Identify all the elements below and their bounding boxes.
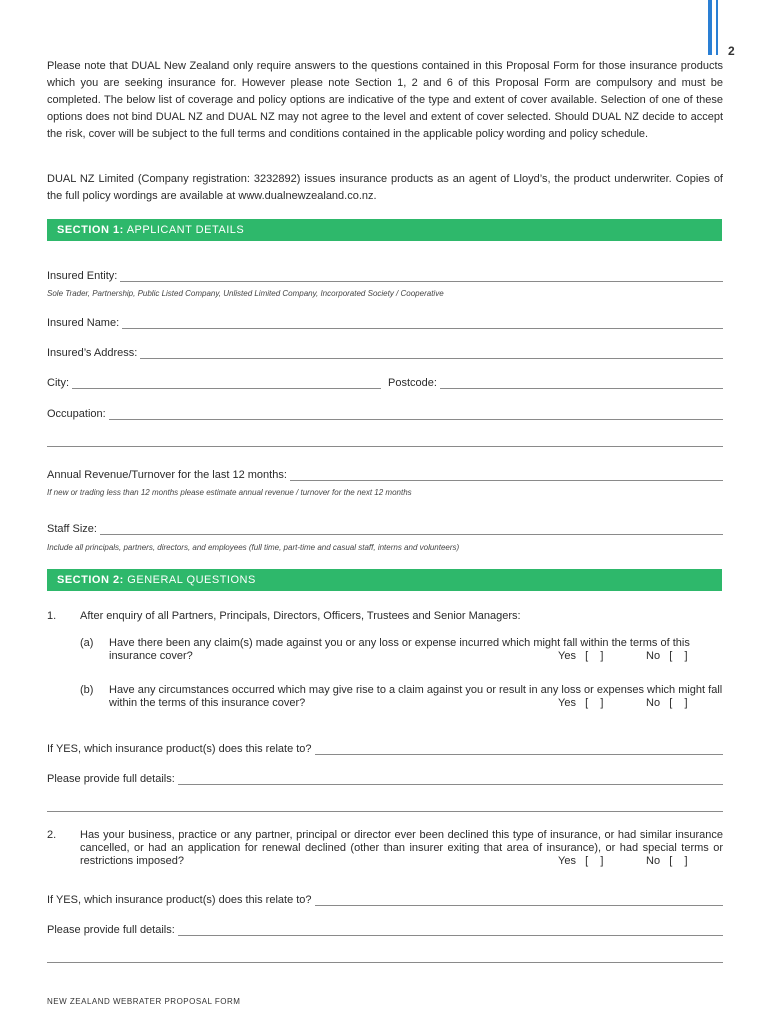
- q1-details-field[interactable]: [47, 771, 723, 785]
- insured-name-input-line[interactable]: [122, 319, 723, 329]
- insured-entity-label: Insured Entity:: [47, 270, 118, 282]
- question-1a-text: Have there been any claim(s) made against you or any loss or expense incurred which might fall within the terms of this insurance cover?: [109, 637, 690, 662]
- occupation-label: Occupation:: [47, 408, 106, 420]
- staff-size-field[interactable]: [47, 521, 723, 535]
- q2-details-input-line[interactable]: [178, 926, 723, 936]
- city-field[interactable]: [47, 375, 381, 389]
- staff-size-label: Staff Size:: [47, 523, 97, 535]
- insured-entity-hint: Sole Trader, Partnership, Public Listed Company, Unlisted Limited Company, Incorporated Society / Cooperative: [47, 289, 444, 298]
- footer-form-title: NEW ZEALAND WEBRATER PROPOSAL FORM: [47, 997, 241, 1006]
- question-1b-yes-label: Yes: [558, 697, 576, 709]
- question-1a-no-label: No: [646, 650, 661, 662]
- question-2-no-label: No: [646, 855, 661, 867]
- question-1b-letter: (b): [80, 684, 94, 696]
- insured-address-input-line[interactable]: [140, 349, 723, 359]
- question-2-yes-label: Yes: [558, 855, 576, 867]
- staff-size-input-line[interactable]: [100, 525, 723, 535]
- section-1-header: [47, 219, 722, 241]
- section-2-header: [47, 569, 722, 591]
- q1-details-input-line[interactable]: [178, 775, 723, 785]
- insured-name-field[interactable]: [47, 315, 723, 329]
- insured-name-label: Insured Name:: [47, 317, 120, 329]
- revenue-label: Annual Revenue/Turnover for the last 12 months:: [47, 469, 287, 481]
- city-input-line[interactable]: [72, 379, 381, 389]
- question-2-yes-option[interactable]: [558, 855, 603, 867]
- insured-address-field[interactable]: [47, 345, 723, 359]
- occupation-extra-line[interactable]: [47, 446, 723, 447]
- q1-if-yes-label: If YES, which insurance product(s) does this relate to?: [47, 743, 312, 755]
- postcode-label: Postcode:: [388, 377, 437, 389]
- q1-details-label: Please provide full details:: [47, 773, 175, 785]
- occupation-field[interactable]: [47, 406, 723, 420]
- insured-entity-input-line[interactable]: [120, 272, 723, 282]
- insured-address-label: Insured’s Address:: [47, 347, 138, 359]
- question-1a-yes-option[interactable]: [558, 650, 603, 662]
- question-2-number: 2.: [47, 829, 57, 841]
- question-1b-no-option[interactable]: [646, 697, 688, 709]
- q2-if-yes-input-line[interactable]: [315, 896, 723, 906]
- q1-details-extra-line[interactable]: [47, 811, 723, 812]
- question-1a-yes-label: Yes: [558, 650, 576, 662]
- q2-if-yes-field[interactable]: [47, 892, 723, 906]
- q2-details-label: Please provide full details:: [47, 924, 175, 936]
- intro-paragraph-2: DUAL NZ Limited (Company registration: 3232892) issues insurance products as an agent of Lloyd’s, the product underwriter. Copies of the full policy wordings are available at www.dualnewzealand.co.nz.: [47, 173, 723, 202]
- q2-details-extra-line[interactable]: [47, 962, 723, 963]
- question-1a-no-checkbox[interactable]: [ ]: [669, 650, 688, 662]
- city-label: City:: [47, 377, 69, 389]
- revenue-hint: If new or trading less than 12 months please estimate annual revenue / turnover for the next 12 months: [47, 488, 412, 497]
- page-number: 2: [728, 44, 735, 58]
- question-2-text: Has your business, practice or any partner, principal or director ever been declined this type of insurance, or had similar insurance cancelled, or had an application for renewal declined (other than insurer exiting that area of insurance), or had special terms or restrictions imposed?: [80, 829, 723, 867]
- q1-if-yes-field[interactable]: [47, 741, 723, 755]
- intro-paragraph-1: Please note that DUAL New Zealand only require answers to the questions contained in this Proposal Form for those insurance products which you are seeking insurance for. However please note Section 1, 2 and 6 of this Proposal Form are compulsory and must be completed. The below list of coverage and policy options are indicative of the type and extent of cover available. Selection of one of these options does not bind DUAL NZ and DUAL NZ may not agree to the level and extent of cover selected. Should DUAL NZ decide to accept the risk, cover will be subject to the full terms and conditions contained in the applicable policy wording and policy schedule.: [47, 60, 723, 140]
- question-2-yes-checkbox[interactable]: [ ]: [585, 855, 604, 867]
- question-1b-yes-checkbox[interactable]: [ ]: [585, 697, 604, 709]
- question-1b-no-label: No: [646, 697, 661, 709]
- question-2-no-option[interactable]: [646, 855, 688, 867]
- question-1b-text: Have any circumstances occurred which may give rise to a claim against you or result in any loss or expenses which might fall within the terms of this insurance cover?: [109, 684, 723, 709]
- section-2-title: GENERAL QUESTIONS: [127, 574, 256, 586]
- question-1a-letter: (a): [80, 637, 94, 649]
- occupation-input-line[interactable]: [109, 410, 723, 420]
- section-2-prefix: SECTION 2:: [57, 574, 124, 586]
- q2-if-yes-label: If YES, which insurance product(s) does this relate to?: [47, 894, 312, 906]
- staff-size-hint: Include all principals, partners, directors, and employees (full time, part-time and casual staff, interns and volunteers): [47, 543, 460, 552]
- revenue-input-line[interactable]: [290, 471, 723, 481]
- question-1-number: 1.: [47, 610, 57, 622]
- header-accent-bar-thin: [716, 0, 718, 55]
- question-1a-no-option[interactable]: [646, 650, 688, 662]
- question-1a-yes-checkbox[interactable]: [ ]: [585, 650, 604, 662]
- q2-details-field[interactable]: [47, 922, 723, 936]
- question-1b-yes-option[interactable]: [558, 697, 603, 709]
- section-1-title: APPLICANT DETAILS: [126, 224, 245, 236]
- question-2-no-checkbox[interactable]: [ ]: [669, 855, 688, 867]
- header-accent-bar-thick: [708, 0, 712, 55]
- question-1b-no-checkbox[interactable]: [ ]: [669, 697, 688, 709]
- insured-entity-field[interactable]: [47, 268, 723, 282]
- question-1-text: After enquiry of all Partners, Principals, Directors, Officers, Trustees and Senior Managers:: [80, 610, 521, 622]
- section-1-prefix: SECTION 1:: [57, 224, 124, 236]
- q1-if-yes-input-line[interactable]: [315, 745, 723, 755]
- postcode-input-line[interactable]: [440, 379, 723, 389]
- revenue-field[interactable]: [47, 467, 723, 481]
- postcode-field[interactable]: [388, 375, 723, 389]
